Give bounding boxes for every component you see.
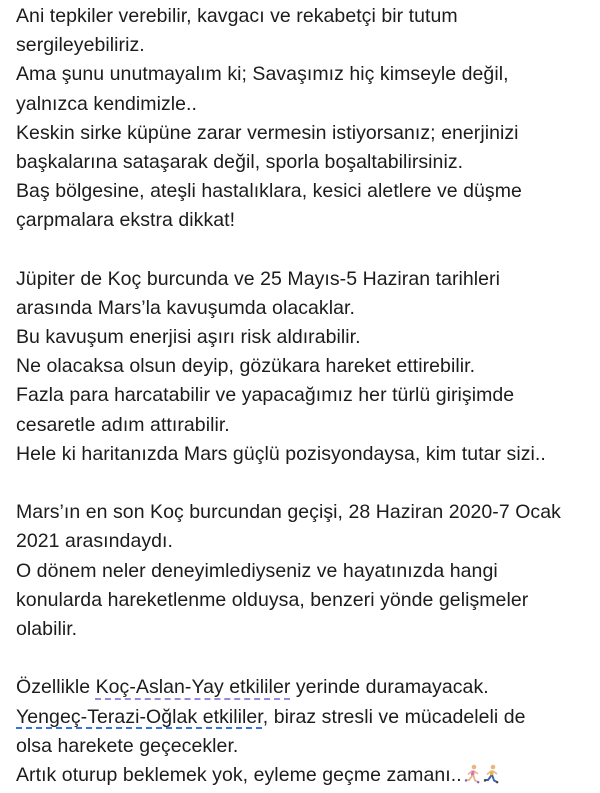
text-line: Hele ki haritanızda Mars güçlü pozisyondaysa, kim tutar sizi.. xyxy=(16,442,546,465)
text-line xyxy=(16,673,592,702)
text-segment: yerinde duramayacak. xyxy=(290,676,489,699)
text-segment: Özellikle xyxy=(16,676,96,699)
paragraph-3 xyxy=(16,498,592,644)
text-line: 2021 arasındaydı. xyxy=(16,530,173,553)
text-line: Jüpiter de Koç burcunda ve 25 Mayıs-5 Haziran tarihleri xyxy=(16,267,500,290)
document-body xyxy=(16,2,592,790)
paragraph-1 xyxy=(16,2,592,236)
text-segment: , biraz stresli ve mücadeleli de xyxy=(262,705,526,728)
paragraph-2 xyxy=(16,265,592,469)
text-line: cesaretle adım attırabilir. xyxy=(16,413,230,436)
text-line xyxy=(16,761,592,790)
text-line: konularda hareketlenme olduysa, benzeri yönde gelişmeler xyxy=(16,588,529,611)
link-yengec-terazi-oglak[interactable]: Yengeç-Terazi-Oğlak etkililer xyxy=(16,705,263,728)
text-line xyxy=(16,703,592,732)
text-line: Ne olacaksa olsun deyip, gözükara hareket ettirebilir. xyxy=(16,355,476,378)
text-line: olsa harekete geçecekler. xyxy=(16,734,239,757)
text-line: O dönem neler deneyimlediyseniz ve hayatınızda hangi xyxy=(16,559,498,582)
text-line: Fazla para harcatabilir ve yapacağımız her türlü girişimde xyxy=(16,384,515,407)
text-segment: Artık oturup beklemek yok, eyleme geçme zamanı.. xyxy=(16,763,462,786)
man-running-icon xyxy=(482,764,500,784)
paragraph-gap xyxy=(16,644,592,673)
paragraph-4 xyxy=(16,673,592,790)
text-line: başkalarına sataşarak değil, sporla boşaltabilirsiniz. xyxy=(16,150,464,173)
link-koc-aslan-yay[interactable]: Koç-Aslan-Yay etkililer xyxy=(95,676,291,699)
text-line: arasında Mars’la kavuşumda olacaklar. xyxy=(16,296,355,319)
text-line: çarpmalara ekstra dikkat! xyxy=(16,209,236,232)
text-line: sergileyebiliriz. xyxy=(16,34,145,57)
text-line: Ani tepkiler verebilir, kavgacı ve rekabetçi bir tutum xyxy=(16,5,458,27)
text-line: Baş bölgesine, ateşli hastalıklara, kesici aletlere ve düşme xyxy=(16,180,522,203)
woman-running-icon xyxy=(463,764,481,784)
text-line: yalnızca kendimizle.. xyxy=(16,92,197,115)
paragraph-gap xyxy=(16,469,592,498)
paragraph-gap xyxy=(16,236,592,265)
text-line: Ama şunu unutmayalım ki; Savaşımız hiç kimseyle değil, xyxy=(16,63,509,86)
text-line: Bu kavuşum enerjisi aşırı risk aldırabilir. xyxy=(16,326,361,349)
text-line: olabilir. xyxy=(16,617,78,640)
text-line: Keskin sirke küpüne zarar vermesin istiyorsanız; enerjinizi xyxy=(16,121,519,144)
text-line: Mars’ın en son Koç burcundan geçişi, 28 Haziran 2020-7 Ocak xyxy=(16,501,561,524)
